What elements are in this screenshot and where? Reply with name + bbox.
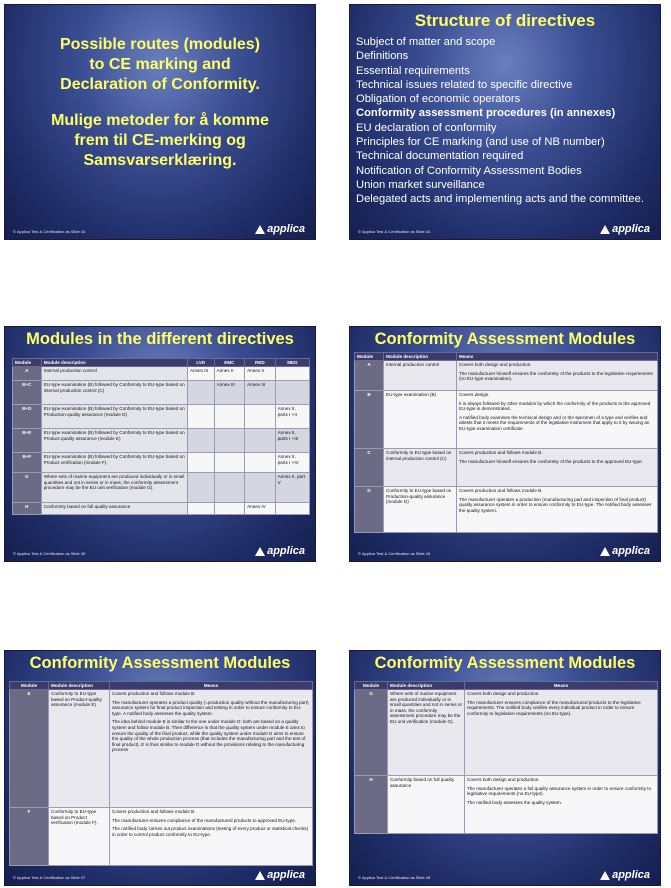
slide-48: [349, 650, 661, 886]
table-cell: C: [355, 449, 384, 487]
title-no-line: Samsvarserklæring.: [83, 152, 237, 169]
table-cell: Covers design. It is always followed by other modules by which the conformity of the products to the approved EU-type is demonstrated. A notified body examines the technical design and or the specimen of a type and verifies and attests that it meets the requirements of the legislative instrument that apply to it by issuing an EU-type examination certificate.: [457, 391, 658, 449]
slide-footer: © Applica Test & Certification as Slide 48: [358, 875, 431, 880]
table-cell: Where sets of marine equipment are produced individually or in small quantities and not in series or in mass, the conformity assessment procedure may be the EU unit verification (module G).: [41, 473, 187, 503]
table-cell: [187, 473, 214, 503]
slide-footer: © Applica Test & Certification as Slide 45: [13, 551, 86, 556]
table-row: [13, 405, 310, 429]
table-cell: Annex II: [214, 367, 244, 381]
table-cell: EU-type examination (B) followed by Conformity to EU-type based on Product verification (module F).: [41, 453, 187, 473]
table-cell: Annex II, parts I +III: [275, 429, 309, 453]
slide-44: [349, 4, 661, 240]
table-row: [10, 690, 313, 808]
slide-43: [4, 4, 316, 240]
slide-footer: © Applica Test & Certification as Slide 47: [13, 875, 86, 880]
logo-mark-icon: [255, 871, 265, 880]
logo-mark-icon: [255, 547, 265, 556]
table-cell: EU-type examination (B) followed by Conformity to EU-type based on internal production control (C): [41, 381, 187, 405]
table-cell: Annex II, parts I +II: [275, 405, 309, 429]
col-header: Means: [465, 682, 658, 690]
title-en-line: Declaration of Conformity.: [60, 76, 260, 93]
table-cell: [214, 503, 244, 515]
table-row: [355, 361, 658, 391]
list-item-highlighted: Conformity assessment procedures (in annexes): [356, 107, 616, 120]
table-cell: Annex IV: [245, 503, 275, 515]
title-no-line: frem til CE-merking og: [74, 132, 246, 149]
table-cell: G: [13, 473, 42, 503]
list-item: Notification of Conformity Assessment Bodies: [356, 164, 582, 177]
slide-47: [4, 650, 316, 886]
col-header: Means: [110, 682, 313, 690]
table-cell: Annex II, part V: [275, 473, 309, 503]
table-cell: A: [13, 367, 42, 381]
table-cell: Covers production and follows module B. The manufacturer himself ensures the conformity of the products to the approved EU-type.: [457, 449, 658, 487]
table-row: [13, 367, 310, 381]
logo-mark-icon: [600, 547, 610, 556]
table-cell: Internal production control: [384, 361, 457, 391]
table-cell: A: [355, 361, 384, 391]
conformity-modules-table: [354, 352, 658, 533]
col-header: MED: [275, 359, 309, 367]
table-cell: [214, 405, 244, 429]
table-cell: Covers both design and production. The manufacturer operates a full quality assurance system in order to ensure conformity to legislative requirements (no EU-type). The notified body assesses the quality system.: [465, 776, 658, 834]
table-cell: D: [355, 487, 384, 533]
table-cell: Conformity to EU-type based on Product verification (module F).: [49, 808, 110, 866]
col-header: Module description: [49, 682, 110, 690]
table-cell: [275, 381, 309, 405]
logo-mark-icon: [255, 225, 265, 234]
table-cell: Conformity to EU-type based on Production-quality assurance (module D): [384, 487, 457, 533]
col-header: RED: [245, 359, 275, 367]
table-cell: [245, 429, 275, 453]
table-row: [13, 429, 310, 453]
table-cell: [275, 503, 309, 515]
slide-title: Modules in the different directives: [26, 330, 294, 348]
slide-46: [349, 326, 661, 562]
table-cell: Conformity to EU-type based on internal production control (C): [384, 449, 457, 487]
table-row: [355, 690, 658, 776]
table-cell: Covers both design and production. The manufacturer himself ensures the conformity of the products to the legislative requirements (no EU-type examination).: [457, 361, 658, 391]
table-cell: [187, 453, 214, 473]
slide-footer: © Applica Test & Certification as Slide 46: [358, 551, 431, 556]
table-cell: G: [355, 690, 388, 776]
list-item: Technical issues related to specific directive: [356, 78, 573, 91]
modules-directives-table: [12, 358, 310, 515]
list-item: Delegated acts and implementing acts and the committee.: [356, 193, 644, 206]
table-cell: Annex II: [245, 367, 275, 381]
table-cell: [187, 405, 214, 429]
table-cell: Where sets of marine equipment are produced individually or in small quantities and not in series or in mass, the conformity assessment procedure may be the EU unit verification (module G).: [388, 690, 465, 776]
slide-footer: © Applica Test & Certification as Slide 44: [358, 229, 431, 234]
applica-logo: applica: [600, 869, 650, 881]
title-en-line: to CE marking and: [89, 56, 231, 73]
col-header: Module description: [388, 682, 465, 690]
list-item: Principles for CE marking (and use of NB number): [356, 136, 605, 149]
table-row: [13, 473, 310, 503]
table-cell: [187, 503, 214, 515]
table-cell: B: [355, 391, 384, 449]
table-cell: H: [13, 503, 42, 515]
table-cell: Conformity to EU-type based on Product-quality assurance (module E): [49, 690, 110, 808]
table-cell: [187, 429, 214, 453]
col-header: LVD: [187, 359, 214, 367]
directive-structure-list: [356, 35, 644, 207]
table-cell: E: [10, 690, 49, 808]
col-header: Module: [355, 353, 384, 361]
col-header: Module: [13, 359, 42, 367]
table-cell: EU-type examination (B) followed by Conformity to EU-type based on Production-quality assurance (module D): [41, 405, 187, 429]
table-cell: Covers production and follows module B. The manufacturer operates a production (manufacturing part and inspection of final product) quality assurance system in order to ensure conformity to EU-type. The notified body assesses the quality system.: [457, 487, 658, 533]
table-cell: B+F: [13, 453, 42, 473]
applica-logo: applica: [255, 545, 305, 557]
list-item: Union market surveillance: [356, 178, 485, 191]
logo-mark-icon: [600, 871, 610, 880]
applica-logo: applica: [600, 223, 650, 235]
table-cell: [245, 473, 275, 503]
table-cell: Conformity based on full quality assurance: [388, 776, 465, 834]
slide-title: [15, 35, 305, 171]
table-cell: [214, 453, 244, 473]
table-cell: B+C: [13, 381, 42, 405]
table-cell: H: [355, 776, 388, 834]
table-cell: Internal production control: [41, 367, 187, 381]
table-row: [10, 808, 313, 866]
table-cell: Covers both design and production. The manufacturer ensures compliance of the manufactured products to the legislative requirements. The notified body verifies every individual product in order to ensure conformity to legislative requirements (no EU-type).: [465, 690, 658, 776]
table-cell: Annex II, parts I +IV: [275, 453, 309, 473]
table-row: [13, 453, 310, 473]
col-header: Module description: [384, 353, 457, 361]
conformity-modules-table: [354, 681, 658, 834]
table-cell: [214, 429, 244, 453]
logo-mark-icon: [600, 225, 610, 234]
list-item: Definitions: [356, 50, 409, 63]
slide-title: Structure of directives: [414, 11, 596, 30]
applica-logo: applica: [255, 869, 305, 881]
slide-title: Conformity Assessment Modules: [374, 654, 636, 672]
title-en-line: Possible routes (modules): [59, 36, 261, 53]
col-header: EMC: [214, 359, 244, 367]
table-row: [355, 391, 658, 449]
table-cell: B+E: [13, 429, 42, 453]
list-item: Essential requirements: [356, 64, 470, 77]
table-cell: Annex III: [214, 381, 244, 405]
table-row: [13, 503, 310, 515]
table-row: [13, 381, 310, 405]
col-header: Module: [10, 682, 49, 690]
slide-title: Conformity Assessment Modules: [374, 330, 636, 348]
table-cell: Covers production and follows module B. The manufacturer ensures compliance of the manufactured products to approved EU-type. The notified body carries out product examinations (testing of every product or statistical checks) in order to control product conformity to EU-type.: [110, 808, 313, 866]
slide-footer: © Applica Test & Certification as Slide 43: [13, 229, 86, 234]
list-item: Subject of matter and scope: [356, 36, 496, 48]
conformity-modules-table: [9, 681, 313, 866]
table-cell: [187, 381, 214, 405]
list-item: Technical documentation required: [356, 150, 524, 163]
col-header: Module: [355, 682, 388, 690]
table-row: [355, 776, 658, 834]
table-cell: EU-type examination (B) followed by Conformity to EU-type based on Product-quality assurance (module E): [41, 429, 187, 453]
table-row: [355, 487, 658, 533]
title-no-line: Mulige metoder for å komme: [51, 112, 269, 129]
table-cell: [245, 405, 275, 429]
slide-title: Conformity Assessment Modules: [29, 654, 291, 672]
table-cell: EU-type examination (B): [384, 391, 457, 449]
list-item: EU declaration of conformity: [356, 121, 497, 134]
table-cell: Annex III: [187, 367, 214, 381]
table-cell: [214, 473, 244, 503]
table-cell: Annex III: [245, 381, 275, 405]
table-cell: B+D: [13, 405, 42, 429]
table-cell: [245, 453, 275, 473]
table-cell: F: [10, 808, 49, 866]
table-cell: [275, 367, 309, 381]
slide-45: [4, 326, 316, 562]
table-cell: Covers production and follows module B. The manufacturer operates a product quality (=production quality without the manufacturing part) assurance system for final product inspection and testing in order to ensure conformity to EU-type. A notified body assesses the quality system. The idea behind module E is similar to the one under module D: both are based on a quality system and follow module B. Their difference is that the quality system under module E aims to ensure the quality of the final product, while the quality system under module D aims to ensure the quality of the whole production process (that includes the manufacturing part and the test of final product). E is thus similar to module D without the provisions relating to the manufacturing process: [110, 690, 313, 808]
applica-logo: applica: [255, 223, 305, 235]
col-header: Module description: [41, 359, 187, 367]
table-row: [355, 449, 658, 487]
table-cell: Conformity based on full quality assurance: [41, 503, 187, 515]
col-header: Means: [457, 353, 658, 361]
applica-logo: applica: [600, 545, 650, 557]
list-item: Obligation of economic operators: [356, 93, 521, 106]
